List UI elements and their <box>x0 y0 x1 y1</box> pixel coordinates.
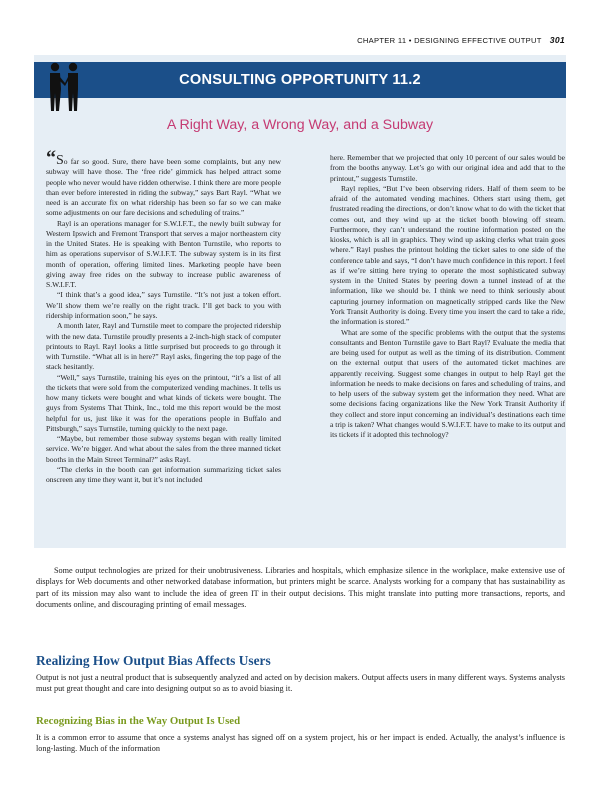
case-paragraph: “So far so good. Sure, there have been some complaints, but any new subway will have those. The ‘free ride’ gimmick has helped attract some people who never would have ridden otherwise. I think there are more people than ever before interested in riding the subway,” says Bart Rayl. “What we need is an accurate fix on what ridership has been so far so we can make some adjustments on our fare decisions and scheduling of trains.” <box>46 147 281 218</box>
opening-letter: S <box>56 153 64 168</box>
section-1-block <box>36 672 565 695</box>
section-heading: Realizing How Output Bias Affects Users <box>36 653 271 668</box>
two-people-handshake-icon <box>47 61 81 113</box>
case-paragraph: “I think that’s a good idea,” says Turnstile. “It’s not just a token effort. We’ll show them we’re really on the right track. I’ll get back to you with ridership information soon,” he says. <box>46 290 281 320</box>
case-paragraph: What are some of the specific problems with the output that the systems consultants and Benton Turnstile gave to Bart Rayl? Evaluate the media that are being used for output as well as the timing of its distribution. Comment on the external output that users of the automated ticket machines are apparently receiving. Suggest some changes in output to help Rayl get the information he needs to make decisions on fares and scheduling of trains, and to help users of the subway system get the information they need. What are some decisions facing organizations like the New York Transit Authority if they collect and store input concerning an individual’s destinations each time a trip is taken? What changes would S.W.I.F.T. have to make to its output and its tickets if it adopted this technology? <box>330 327 565 440</box>
section-2-paragraph: It is a common error to assume that once a systems analyst has signed off on a system project, his or her impact is ended. Actually, the analyst’s influence is long-lasting. Much of the information <box>36 733 565 754</box>
intro-paragraph-block <box>36 565 565 610</box>
intro-paragraph: Some output technologies are prized for their unobtrusiveness. Libraries and hospitals, which emphasize silence in the workplace, make extensive use of displays for Web documents and other networked database information, but printers might be scarce. Analysts working for a company that has sustainability as part of its mission may also want to include the idea of green IT in their output decisions. This might translate into putting more transactions, reports, and documents online, and discouraging printing of email messages. <box>36 566 565 609</box>
case-column-left <box>46 147 281 486</box>
subsection-heading: Recognizing Bias in the Way Output Is Used <box>36 715 241 727</box>
section-1-paragraph: Output is not just a neutral product that is subsequently analyzed and acted on by decision makers. Output affects users in many different ways. Systems analysts must put great thought and care into designing output so as to avoid biasing it. <box>36 673 565 694</box>
case-paragraph: Rayl replies, “But I’ve been observing riders. Half of them seem to be afraid of the automated vending machines. Others start using them, get frustrated reading the directions, or don’t know what to do with the ticket that comes out, and they wind up at the ticket booth blowing off steam. Furthermore, they can’t understand the routine information posted on the kiosks, which is all in graphics. They wind up asking clerks what train goes where.” Rayl pushes the printout holding the ticket sales to one side of the conference table and says, “I don’t have much confidence in this report. I feel as if we’re sitting here trying to operate the most sophisticated subway system in the United States by peering down a tunnel instead of at the information, like we should be. I think we need to think seriously about capturing journey information on magnetically stripped cards like the New York Transit Authority is doing. Every time you insert the card to take a ride, the information is stored.” <box>330 183 565 327</box>
case-paragraph: A month later, Rayl and Turnstile meet to compare the projected ridership with the new data. Turnstile proudly presents a 2-inch-high stack of computer printouts to Rayl. Rayl looks a little surprised but proceeds to go through it with Turnstile. “What all is in here?” Rayl asks, fingering the top page of the stack hesitantly. <box>46 321 281 372</box>
case-paragraph: here. Remember that we projected that only 10 percent of our sales would be from the booths anyway. Let’s go with our original idea and add that to the printout,” suggests Turnstile. <box>330 153 565 183</box>
box-title: CONSULTING OPPORTUNITY 11.2 <box>179 72 421 88</box>
consulting-opportunity-box <box>34 55 566 548</box>
case-paragraph: “Maybe, but remember those subway systems began with really limited service. We’re bigger. And what about the sales from the three manned ticket booths in the Main Street Terminal?” asks Rayl. <box>46 434 281 464</box>
running-head <box>357 35 565 45</box>
box-header-band <box>34 62 566 98</box>
case-column-right <box>330 153 565 440</box>
case-paragraph: “Well,” says Turnstile, training his eyes on the printout, “it’s a list of all the tickets that were sold from the computerized vending machines. It tells us how many tickets were bought and what kinds of tickets were bought. The guys from Systems That Think, Inc., told me this report would be the most helpful for us, just like it was for the operations people in Buffalo and Pittsburgh,” says Turnstile, turning quickly to the next page. <box>46 372 281 433</box>
case-paragraph: “The clerks in the booth can get information summarizing ticket sales onscreen any time they want it, but it’s not included <box>46 464 281 485</box>
chapter-label: CHAPTER 11 • DESIGNING EFFECTIVE OUTPUT <box>357 36 542 45</box>
opening-quote: “ <box>46 147 56 169</box>
section-2-block <box>36 732 565 755</box>
box-subtitle: A Right Way, a Wrong Way, and a Subway <box>166 117 434 133</box>
page-number: 301 <box>549 35 565 45</box>
case-paragraph: Rayl is an operations manager for S.W.I.F.T., the newly built subway for Western Ipswich and Fremont Transport that serves a major northeastern city in the United States. He is speaking with Benton Turnstile, who reports to him as operations supervisor of S.W.I.F.T. The subway system is in its first month of operation, offering limited lines. Marketing people have been giving away free rides on the subway to increase public awareness of S.W.I.F.T. <box>46 218 281 290</box>
